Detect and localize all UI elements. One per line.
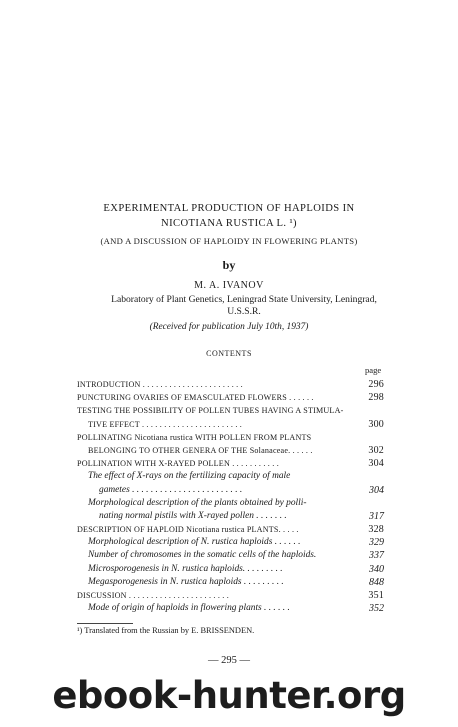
toc-entry-title: BELONGING TO OTHER GENERA OF THE Solanaceae. . . . . . xyxy=(88,445,313,455)
toc-entry-page: 296 xyxy=(368,379,384,390)
toc-entry-title: POLLINATION WITH X-RAYED POLLEN . . . . . . . . . . . xyxy=(77,459,279,469)
toc-entry[interactable] xyxy=(77,576,384,589)
toc-entry-title: DESCRIPTION OF HAPLOID Nicotiana rustica PLANTS. . . . . xyxy=(77,525,299,535)
toc-entry-page: 337 xyxy=(369,550,384,562)
footnote: ¹) Translated from the Russian by E. BRISSENDEN. xyxy=(77,626,255,635)
toc-entry-page: 317 xyxy=(369,510,384,522)
article-title-line-1: EXPERIMENTAL PRODUCTION OF HAPLOIDS IN xyxy=(103,203,355,214)
toc-entry-title: Megasporogenesis in N. rustica haploids . . . . . . . . . xyxy=(88,576,284,587)
page-column-label: page xyxy=(365,365,382,375)
toc-entry-page: 302 xyxy=(368,444,384,456)
page-number: — 295 — xyxy=(208,655,250,666)
toc-entry-title: nating normal pistils with X-rayed pollen . . . . . . . xyxy=(99,510,287,521)
toc-entry[interactable] xyxy=(77,470,384,483)
author-name: M. A. IVANOV xyxy=(194,280,264,291)
toc-entry-page: 340 xyxy=(369,563,384,575)
toc-entry[interactable] xyxy=(77,391,384,404)
article-title-line-2: NICOTIANA RUSTICA L. ¹) xyxy=(161,218,297,229)
toc-entry-title: TIVE EFFECT . . . . . . . . . . . . . . . . . . . . . . . xyxy=(88,419,243,429)
watermark-logo: ebook-hunter.org xyxy=(52,674,406,717)
toc-entry[interactable] xyxy=(77,510,384,523)
contents-heading: CONTENTS xyxy=(206,349,252,358)
toc-entry-page: 328 xyxy=(368,524,384,536)
toc-entry[interactable] xyxy=(77,523,384,536)
toc-entry-title: Mode of origin of haploids in flowering plants . . . . . . xyxy=(88,603,290,614)
byline: by xyxy=(222,258,236,272)
toc-entry-page: 304 xyxy=(368,458,384,470)
toc-entry[interactable] xyxy=(77,431,384,444)
toc-entry[interactable] xyxy=(77,549,384,562)
toc-entry-page: 298 xyxy=(368,392,384,404)
toc-entry-title: Number of chromosomes in the somatic cells of the haploids. xyxy=(88,550,317,561)
toc-entry-title: Morphological description of N. rustica haploids . . . . . . xyxy=(88,537,301,548)
toc-entry[interactable] xyxy=(77,404,384,417)
received-date: (Received for publication July 10th, 1937) xyxy=(149,322,309,332)
toc-entry-page: 304 xyxy=(369,484,384,496)
toc-entry-title: TESTING THE POSSIBILITY OF POLLEN TUBES HAVING A STIMULA- xyxy=(77,406,344,416)
toc-entry[interactable] xyxy=(77,457,384,470)
toc-entry[interactable] xyxy=(77,536,384,549)
table-of-contents xyxy=(77,378,384,615)
toc-entry-page: 351 xyxy=(368,590,384,601)
toc-entry-page: 352 xyxy=(369,603,384,615)
toc-entry[interactable] xyxy=(77,418,384,431)
toc-entry-title: gametes . . . . . . . . . . . . . . . . . . . . . . . . xyxy=(99,484,243,495)
toc-entry-title: Microsporogenesis in N. rustica haploids. . . . . . . . . xyxy=(88,563,283,574)
author-affiliation: Laboratory of Plant Genetics, Leningrad State University, Leningrad, U.S.S.R. xyxy=(111,294,377,317)
toc-entry[interactable] xyxy=(77,563,384,576)
toc-entry[interactable] xyxy=(77,497,384,510)
toc-entry-page: 848 xyxy=(369,576,384,588)
footnote-rule xyxy=(77,623,133,624)
toc-entry-title: DISCUSSION . . . . . . . . . . . . . . . . . . . . . . . xyxy=(77,591,229,600)
toc-entry-page: 329 xyxy=(369,537,384,549)
toc-entry-title: INTRODUCTION . . . . . . . . . . . . . . . . . . . . . . . xyxy=(77,380,243,389)
toc-entry-title: Morphological description of the plants obtained by polli- xyxy=(88,497,307,508)
toc-entry[interactable] xyxy=(77,589,384,602)
toc-entry-title: The effect of X-rays on the fertilizing capacity of male xyxy=(88,471,291,482)
toc-entry[interactable] xyxy=(77,444,384,457)
toc-entry-title: PUNCTURING OVARIES OF EMASCULATED FLOWERS . . . . . . xyxy=(77,393,314,403)
article-subtitle: (AND A DISCUSSION OF HAPLOIDY IN FLOWERING PLANTS) xyxy=(100,236,358,246)
toc-entry-title: POLLINATING Nicotiana rustica WITH POLLEN FROM PLANTS xyxy=(77,432,312,442)
toc-entry[interactable] xyxy=(77,602,384,615)
toc-entry-page: 300 xyxy=(368,418,384,430)
toc-entry[interactable] xyxy=(77,484,384,497)
toc-entry[interactable] xyxy=(77,378,384,391)
